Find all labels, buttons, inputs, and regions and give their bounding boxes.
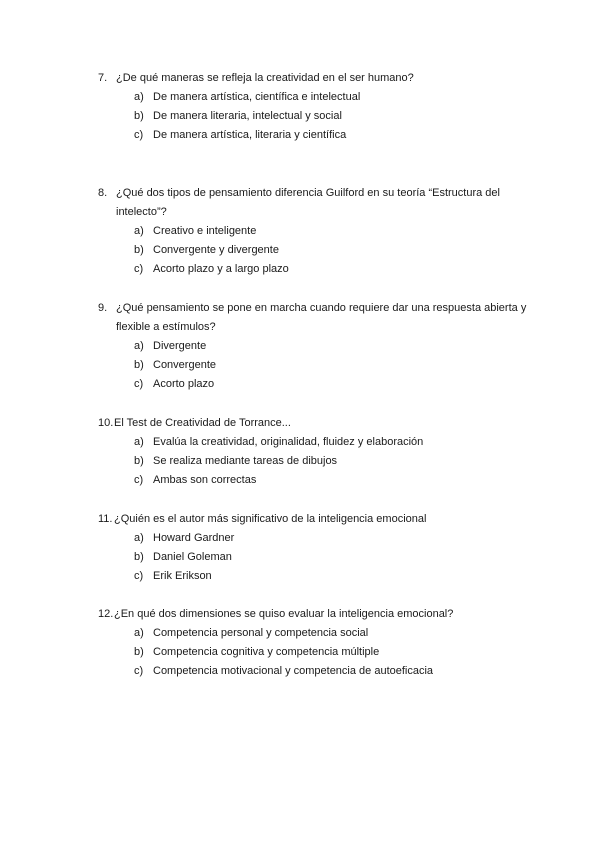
question-text-line	[98, 69, 538, 88]
question-10	[98, 414, 538, 490]
question-text-line	[98, 414, 538, 433]
option-b	[98, 643, 538, 662]
option-letter: c)	[134, 474, 144, 486]
question-text-line	[98, 184, 538, 203]
option-b	[98, 548, 538, 567]
question-text-continued: flexible a estímulos?	[116, 321, 216, 333]
answer-options	[98, 337, 538, 394]
question-text: ¿De qué maneras se refleja la creatividad en el ser humano?	[116, 72, 414, 84]
option-text: Daniel Goleman	[153, 551, 232, 563]
question-text-line	[98, 605, 538, 624]
option-b	[98, 241, 538, 260]
option-b	[98, 452, 538, 471]
option-text: Convergente y divergente	[153, 244, 279, 256]
question-text: ¿Quién es el autor más significativo de la inteligencia emocional	[114, 513, 427, 525]
option-letter: a)	[134, 91, 144, 103]
option-a	[98, 337, 538, 356]
option-letter: a)	[134, 340, 144, 352]
option-b	[98, 356, 538, 375]
answer-options	[98, 88, 538, 145]
option-text: Acorto plazo	[153, 378, 215, 390]
question-text-line	[98, 318, 538, 337]
answer-options	[98, 624, 538, 681]
option-letter: a)	[134, 225, 144, 237]
option-a	[98, 433, 538, 452]
option-a	[98, 222, 538, 241]
option-a	[98, 529, 538, 548]
option-c	[98, 126, 538, 145]
option-text: Competencia motivacional y competencia de autoeficacia	[153, 665, 434, 677]
option-letter: a)	[134, 436, 144, 448]
option-b	[98, 107, 538, 126]
option-letter: b)	[134, 359, 144, 371]
option-letter: b)	[134, 646, 144, 658]
option-text: Erik Erikson	[153, 570, 212, 582]
answer-options	[98, 433, 538, 490]
question-12	[98, 605, 538, 681]
option-letter: c)	[134, 378, 144, 390]
question-text-line	[98, 203, 538, 222]
question-11	[98, 510, 538, 586]
option-text: Competencia cognitiva y competencia múltiple	[153, 646, 380, 658]
question-number: 7.	[98, 72, 108, 84]
option-text: De manera artística, literaria y científica	[153, 129, 347, 141]
option-letter: c)	[134, 665, 144, 677]
option-a	[98, 88, 538, 107]
option-a	[98, 624, 538, 643]
question-number: 11.	[98, 513, 113, 525]
option-letter: a)	[134, 627, 144, 639]
option-c	[98, 567, 538, 586]
option-letter: b)	[134, 551, 144, 563]
question-text: El Test de Creatividad de Torrance...	[114, 417, 291, 429]
option-c	[98, 471, 538, 490]
option-letter: c)	[134, 129, 144, 141]
question-number: 9.	[98, 302, 108, 314]
option-text: Acorto plazo y a largo plazo	[153, 263, 289, 275]
option-text: Evalúa la creatividad, originalidad, fluidez y elaboración	[153, 436, 424, 448]
option-text: Ambas son correctas	[153, 474, 257, 486]
option-c	[98, 662, 538, 681]
question-text: ¿Qué dos tipos de pensamiento diferencia Guilford en su teoría “Estructura del	[116, 187, 500, 199]
question-8	[98, 184, 538, 279]
option-text: Competencia personal y competencia social	[153, 627, 369, 639]
option-text: Creativo e inteligente	[153, 225, 257, 237]
option-letter: b)	[134, 110, 144, 122]
answer-options	[98, 222, 538, 279]
question-9	[98, 299, 538, 394]
option-text: De manera literaria, intelectual y social	[153, 110, 342, 122]
option-c	[98, 260, 538, 279]
question-7	[98, 69, 538, 145]
question-number: 12.	[98, 608, 114, 620]
option-letter: c)	[134, 263, 144, 275]
question-text-line	[98, 299, 538, 318]
question-text-line	[98, 510, 538, 529]
option-letter: b)	[134, 244, 144, 256]
option-text: Howard Gardner	[153, 532, 235, 544]
answer-options	[98, 529, 538, 586]
option-text: Se realiza mediante tareas de dibujos	[153, 455, 338, 467]
question-text-continued: intelecto”?	[116, 206, 167, 218]
question-number: 10.	[98, 417, 114, 429]
question-text: ¿En qué dos dimensiones se quiso evaluar la inteligencia emocional?	[114, 608, 454, 620]
option-letter: c)	[134, 570, 144, 582]
option-text: Convergente	[153, 359, 216, 371]
option-text: Divergente	[153, 340, 207, 352]
option-letter: b)	[134, 455, 144, 467]
question-text: ¿Qué pensamiento se pone en marcha cuando requiere dar una respuesta abierta y	[116, 302, 527, 314]
option-letter: a)	[134, 532, 144, 544]
question-number: 8.	[98, 187, 108, 199]
option-text: De manera artística, científica e intelectual	[153, 91, 361, 103]
option-c	[98, 375, 538, 394]
